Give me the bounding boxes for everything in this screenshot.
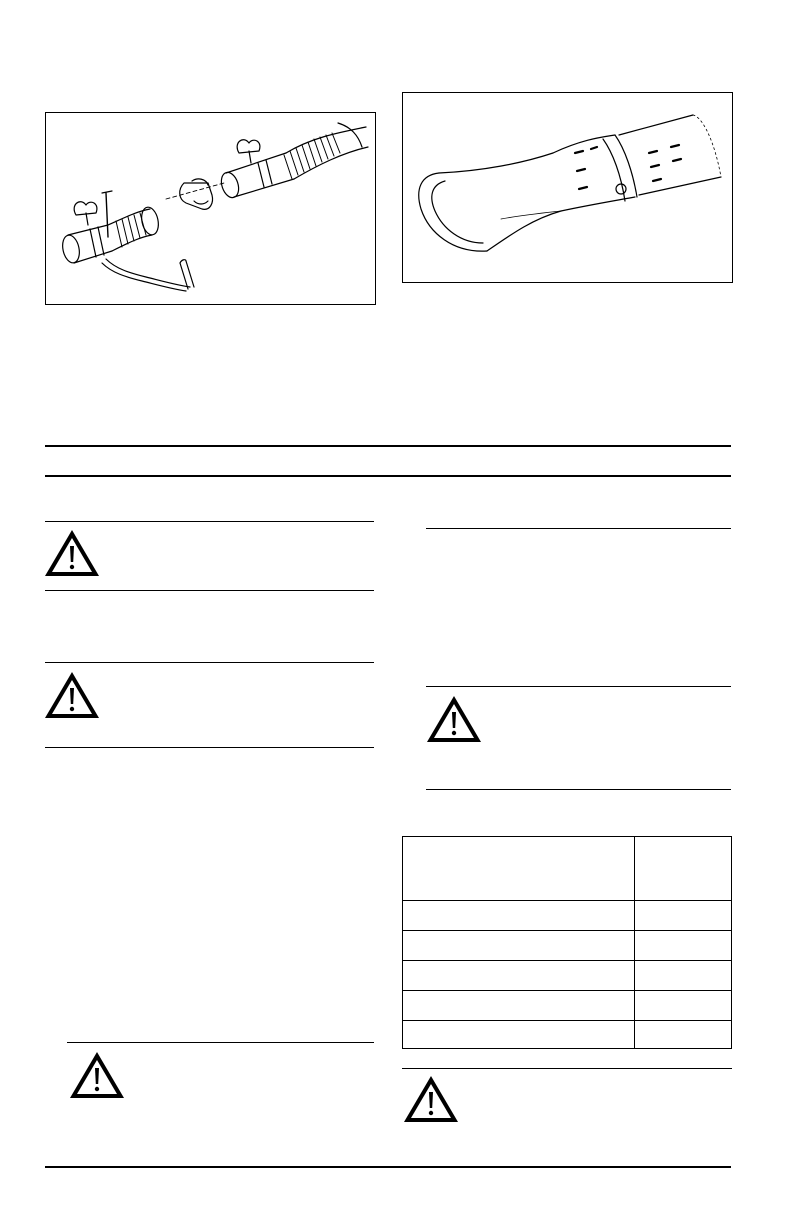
table-cell — [403, 931, 635, 961]
section-rule-bottom — [45, 475, 731, 477]
table-cell — [635, 837, 732, 901]
hose-assembly-figure — [45, 112, 376, 305]
warning-4-rule-top — [426, 686, 731, 687]
table-row — [403, 1021, 732, 1049]
table-cell — [403, 837, 635, 901]
table-row — [403, 991, 732, 1021]
table-cell — [403, 991, 635, 1021]
table-cell — [403, 1021, 635, 1049]
warning-4-rule-bottom — [426, 789, 731, 790]
note-rule-top — [426, 528, 731, 529]
table-cell — [635, 991, 732, 1021]
table-header-row — [403, 837, 732, 901]
warning-1-rule-top — [45, 521, 374, 522]
table-row — [403, 961, 732, 991]
warning-icon — [425, 694, 483, 744]
section-rule-top — [45, 445, 731, 447]
table-cell — [635, 1021, 732, 1049]
table-row — [403, 901, 732, 931]
table-cell — [635, 961, 732, 991]
warning-5-rule-top — [402, 1068, 732, 1069]
warning-icon — [43, 528, 101, 578]
footer-rule — [45, 1166, 731, 1168]
warning-icon — [43, 670, 101, 720]
table-row — [403, 931, 732, 961]
warning-icon — [68, 1050, 126, 1100]
hose-assembly-drawing — [46, 113, 374, 303]
flat-nozzle-figure — [402, 92, 733, 283]
spec-table — [402, 836, 732, 1049]
table-cell — [635, 931, 732, 961]
warning-1-rule-bottom — [45, 590, 374, 591]
warning-2-rule-bottom — [45, 747, 374, 748]
warning-2-rule-top — [45, 662, 374, 663]
table-cell — [403, 961, 635, 991]
warning-icon — [402, 1074, 460, 1124]
warning-3-rule-top — [67, 1042, 374, 1043]
table-cell — [635, 901, 732, 931]
flat-nozzle-drawing — [403, 93, 731, 281]
table-cell — [403, 901, 635, 931]
